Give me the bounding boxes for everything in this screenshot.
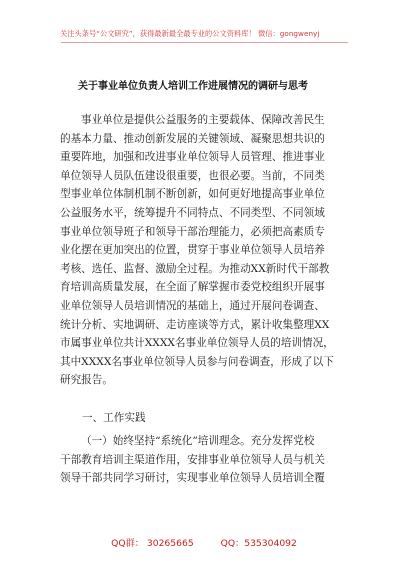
header-promo-note: 关注头条号“公文研究”，获得最新最全最专业的公文资料库！ 微信：gongwenyj: [60, 29, 320, 38]
qq-number: QQ：535304092: [220, 538, 297, 549]
paragraph-line: 业化摆在更加突出的位置，贯穿于事业单位领导人员培养: [60, 244, 325, 257]
paragraph-line: 的基本力量、推动创新发展的关键领域、凝聚思想共识的: [60, 132, 325, 145]
intro-paragraph: [60, 111, 351, 390]
paragraph-line: 单位领导人员队伍建设很重要，也很必要。当前，不同类: [60, 169, 325, 182]
paragraph-line: 干部教育培训主渠道作用，安排事业单位领导人员与机关: [60, 453, 325, 466]
paragraph-line: 考核、选任、监督、激励全过程。为推动XX新时代干部教: [60, 262, 330, 275]
footer-contact: [0, 535, 408, 549]
paragraph-line: 型事业单位体制机制不断创新，如何更好地提高事业单位: [60, 188, 325, 201]
paragraph-line: 研究报告。: [60, 374, 113, 387]
paragraph-line: 市属事业单位共计XXXX名事业单位领导人员的培训情况，: [60, 337, 334, 350]
qq-group-number: QQ群： 30265665: [111, 538, 194, 549]
paragraph-line: （一）始终坚持“系统化”培训理念。充分发挥党校: [81, 435, 315, 447]
header-divider: [61, 42, 348, 43]
paragraph-line: 重要阵地，加强和改进事业单位领导人员管理、推进事业: [60, 151, 325, 164]
paragraph-line: 育培训高质量发展，在全面了解掌握市委党校组织开展事: [60, 281, 325, 294]
paragraph-line: 统计分析、实地调研、走访座谈等方式，累计收集整理XX: [60, 318, 330, 331]
section-heading: 一、工作实践: [82, 412, 146, 424]
paragraph-line: 事业单位领导班子和领导干部治理能力，必须把高素质专: [60, 225, 325, 238]
paragraph-line: 业单位领导人员培训情况的基础上，通过开展问卷调查、: [60, 299, 325, 312]
paragraph-line: 领导干部共同学习研讨，实现事业单位领导人员培训全覆: [60, 472, 325, 485]
document-title: 关于事业单位负责人培训工作进展情况的调研与思考: [78, 81, 308, 92]
paragraph-line: 事业单位是提供公益服务的主要载体、保障改善民生: [81, 114, 325, 126]
paragraph-line: 其中XXXX名事业单位领导人员参与问卷调查，形成了以下: [60, 355, 334, 368]
section-paragraph: [60, 432, 351, 488]
paragraph-line: 公益服务水平，统筹提升不同特点、不同类型、不同领域: [60, 206, 325, 219]
